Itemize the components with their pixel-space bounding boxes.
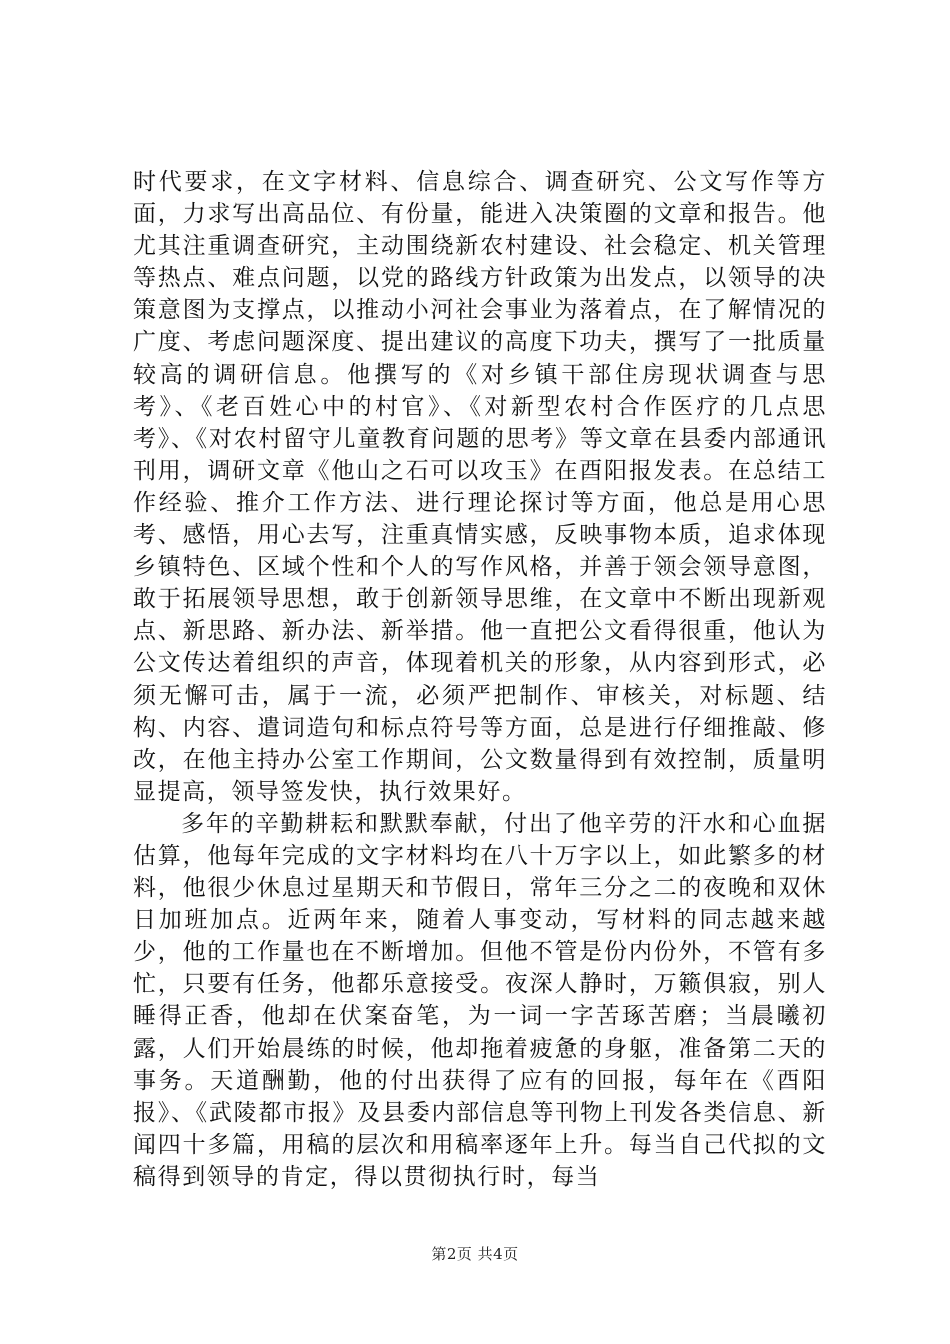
paragraph-2: 多年的辛勤耕耘和默默奉献，付出了他辛劳的汗水和心血据估算，他每年完成的文字材料均在八十万字以上，如此繁多的材料，他很少休息过星期天和节假日，常年三分之二的夜晚和双休日加班加点。近两年来，随着人事变动，写材料的同志越来越少，他的工作量也在不断增加。但他不管是份内份外，不管有多忙，只要有任务，他都乐意接受。夜深人静时，万籁俱寂，别人睡得正香，他却在伏案奋笔，为一词一字苦琢苦磨；当晨曦初露，人们开始晨练的时候，他却拖着疲惫的身躯，准备第二天的事务。天道酬勤，他的付出获得了应有的回报，每年在《酉阳报》、《武陵都市报》及县委内部信息等刊物上刊发各类信息、新闻四十多篇，用稿的层次和用稿率逐年上升。每当自己代拟的文稿得到领导的肯定，得以贯彻执行时，每当 [133,810,827,1190]
paragraph-1: 时代要求，在文字材料、信息综合、调查研究、公文写作等方面，力求写出高品位、有份量，能进入决策圈的文章和报告。他尤其注重调查研究，主动围绕新农村建设、社会稳定、机关管理等热点、难点问题，以党的路线方针政策为出发点，以领导的决策意图为支撑点，以推动小河社会事业为落着点，在了解情况的广度、考虑问题深度、提出建议的高度下功夫，撰写了一批质量较高的调研信息。他撰写的《对乡镇干部住房现状调查与思考》、《老百姓心中的村官》、《对新型农村合作医疗的几点思考》、《对农村留守儿童教育问题的思考》等文章在县委内部通讯刊用，调研文章《他山之石可以攻玉》在酉阳报发表。在总结工作经验、推介工作方法、进行理论探讨等方面，他总是用心思考、感悟，用心去写，注重真情实感，反映事物本质，追求体现乡镇特色、区域个性和个人的写作风格，并善于领会领导意图，敢于拓展领导思想，敢于创新领导思维，在文章中不断出现新观点、新思路、新办法、新举措。他一直把公文看得很重，他认为公文传达着组织的声音，体现着机关的形象，从内容到形式，必须无懈可击，属于一流，必须严把制作、审核关，对标题、结构、内容、遣词造句和标点符号等方面，总是进行仔细推敲、修改，在他主持办公室工作期间，公文数量得到有效控制，质量明显提高，领导签发快，执行效果好。 [133,169,827,805]
document-body [133,166,827,1193]
page-number-footer: 第2页 共4页 [431,1245,519,1263]
